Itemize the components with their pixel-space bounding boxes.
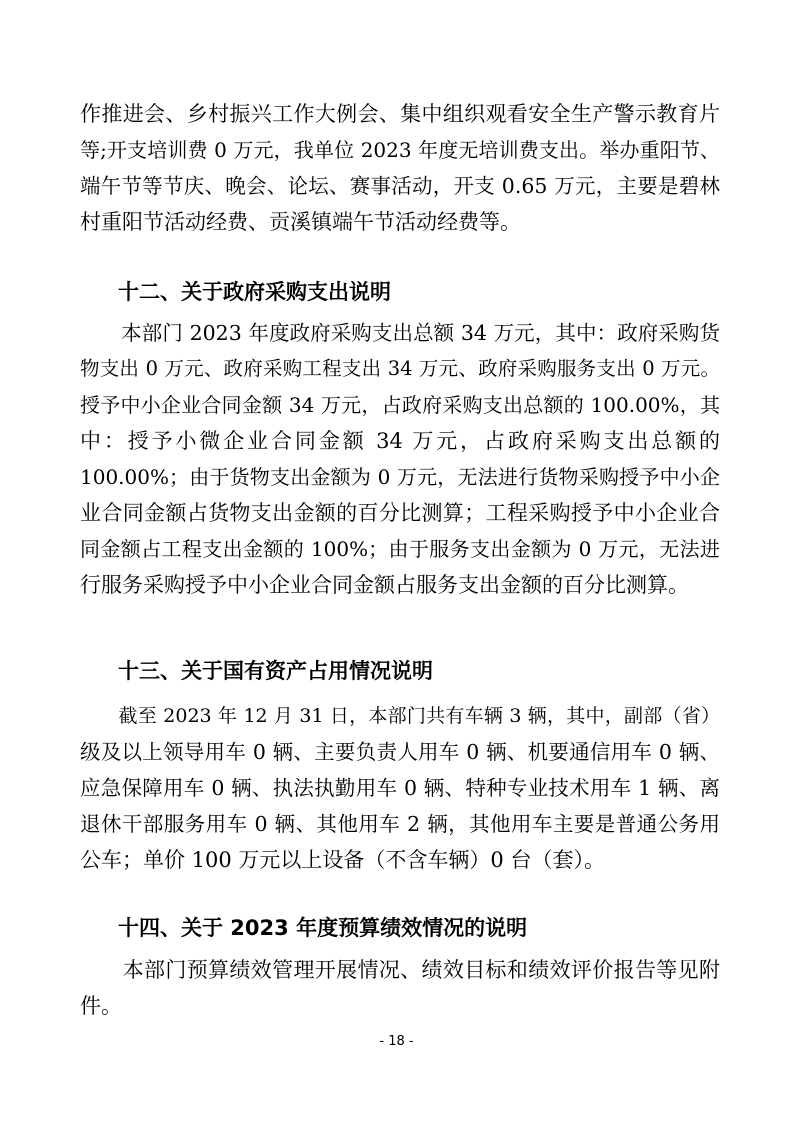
paragraph-state-assets [80,698,720,878]
paragraph-line: 公车；单价 100 万元以上设备（不含车辆）0 台（套）。 [80,848,605,872]
paragraph-line: 本部门预算绩效管理开展情况、绩效目标和绩效评价报告等见附 [80,958,720,982]
paragraph-line: 等;开支培训费 0 万元，我单位 2023 年度无培训费支出。举办重阳节、 [80,138,720,162]
paragraph-line: 100.00%；由于货物支出金额为 0 万元，无法进行货物采购授予中小企 [80,465,720,489]
section-heading-performance: 十四、关于 2023 年度预算绩效情况的说明 [118,916,528,940]
paragraph-procurement [80,315,720,603]
page-number: - 18 - [379,1034,414,1049]
paragraph-line: 行服务采购授予中小企业合同金额占服务支出金额的百分比测算。 [80,573,689,597]
paragraph-line: 中：授予小微企业合同金额 34 万元，占政府采购支出总额的 [80,429,720,453]
paragraph-performance [80,952,720,1024]
paragraph-line: 退休干部服务用车 0 辆、其他用车 2 辆，其他用车主要是普通公务用 [80,812,720,836]
section-heading-procurement: 十二、关于政府采购支出说明 [118,280,391,304]
paragraph-activities [80,96,720,240]
paragraph-line: 村重阳节活动经费、贡溪镇端午节活动经费等。 [80,210,521,234]
paragraph-line: 物支出 0 万元、政府采购工程支出 34 万元、政府采购服务支出 0 万元。 [80,357,720,380]
section-heading-state-assets: 十三、关于国有资产占用情况说明 [118,659,433,683]
paragraph-line: 截至 2023 年 12 月 31 日，本部门共有车辆 3 辆，其中，副部（省） [80,705,720,727]
paragraph-line: 件。 [80,994,122,1018]
paragraph-line: 本部门 2023 年度政府采购支出总额 34 万元，其中：政府采购货 [80,321,720,345]
paragraph-line: 端午节等节庆、晚会、论坛、赛事活动，开支 0.65 万元，主要是碧林 [80,174,720,198]
paragraph-line: 级及以上领导用车 0 辆、主要负责人用车 0 辆、机要通信用车 0 辆、 [80,740,720,764]
paragraph-line: 业合同金额占货物支出金额的百分比测算；工程采购授予中小企业合 [80,501,720,525]
paragraph-line: 应急保障用车 0 辆、执法执勤用车 0 辆、特种专业技术用车 1 辆、离 [80,776,720,800]
paragraph-line: 作推进会、乡村振兴工作大例会、集中组织观看安全生产警示教育片 [80,102,720,126]
paragraph-line: 同金额占工程支出金额的 100%；由于服务支出金额为 0 万元，无法进 [80,537,720,561]
paragraph-line: 授予中小企业合同金额 34 万元，占政府采购支出总额的 100.00%，其 [80,393,720,417]
